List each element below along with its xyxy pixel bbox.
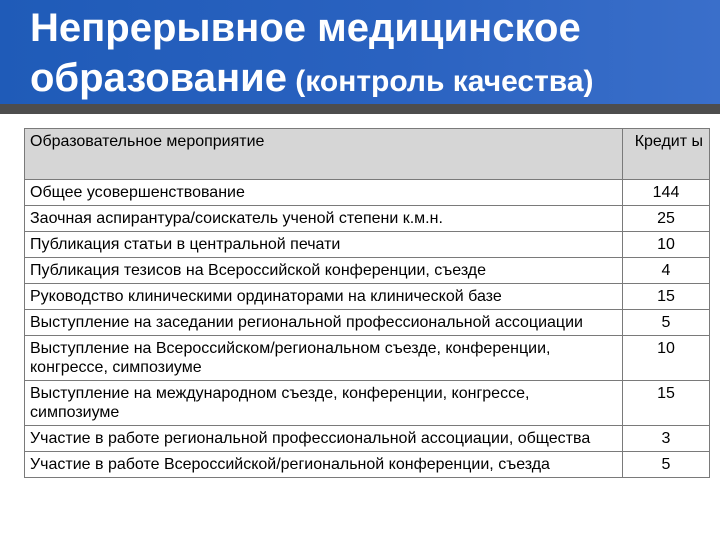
credits-cell: 5 xyxy=(623,310,710,336)
credits-cell: 15 xyxy=(623,381,710,426)
credits-cell: 3 xyxy=(623,426,710,452)
title-line-1: Непрерывное медицинское xyxy=(30,6,581,50)
table-header-row xyxy=(25,129,710,180)
table-row xyxy=(25,336,710,381)
activity-cell: Публикация статьи в центральной печати xyxy=(25,232,623,258)
column-header-activity: Образовательное мероприятие xyxy=(25,129,623,180)
table-row xyxy=(25,258,710,284)
table-row xyxy=(25,206,710,232)
activity-cell: Публикация тезисов на Всероссийской конференции, съезде xyxy=(25,258,623,284)
credits-cell: 144 xyxy=(623,180,710,206)
activity-cell: Выступление на Всероссийском/региональном съезде, конференции, конгрессе, симпозиуме xyxy=(25,336,623,381)
slide-header xyxy=(0,0,720,104)
table-row xyxy=(25,180,710,206)
credits-cell: 10 xyxy=(623,336,710,381)
slide-title xyxy=(30,4,594,106)
credits-cell: 10 xyxy=(623,232,710,258)
title-line-2-sub: (контроль качества) xyxy=(286,65,594,98)
activity-cell: Выступление на заседании региональной профессиональной ассоциации xyxy=(25,310,623,336)
table-row xyxy=(25,284,710,310)
title-line-2-main: образование xyxy=(30,56,287,100)
credits-cell: 15 xyxy=(623,284,710,310)
table-row xyxy=(25,452,710,478)
activity-cell: Руководство клиническими ординаторами на клинической базе xyxy=(25,284,623,310)
credits-cell: 25 xyxy=(623,206,710,232)
credits-cell: 5 xyxy=(623,452,710,478)
table-row xyxy=(25,310,710,336)
activity-cell: Заочная аспирантура/соискатель ученой степени к.м.н. xyxy=(25,206,623,232)
table-row xyxy=(25,426,710,452)
header-divider xyxy=(0,104,720,114)
activity-cell: Выступление на международном съезде, конференции, конгрессе, симпозиуме xyxy=(25,381,623,426)
activity-cell: Участие в работе региональной профессиональной ассоциации, общества xyxy=(25,426,623,452)
activity-cell: Участие в работе Всероссийской/региональной конференции, съезда xyxy=(25,452,623,478)
table-row xyxy=(25,381,710,426)
column-header-credits: Кредит ы xyxy=(623,129,710,180)
credits-cell: 4 xyxy=(623,258,710,284)
credits-table xyxy=(24,128,710,478)
table-row xyxy=(25,232,710,258)
activity-cell: Общее усовершенствование xyxy=(25,180,623,206)
